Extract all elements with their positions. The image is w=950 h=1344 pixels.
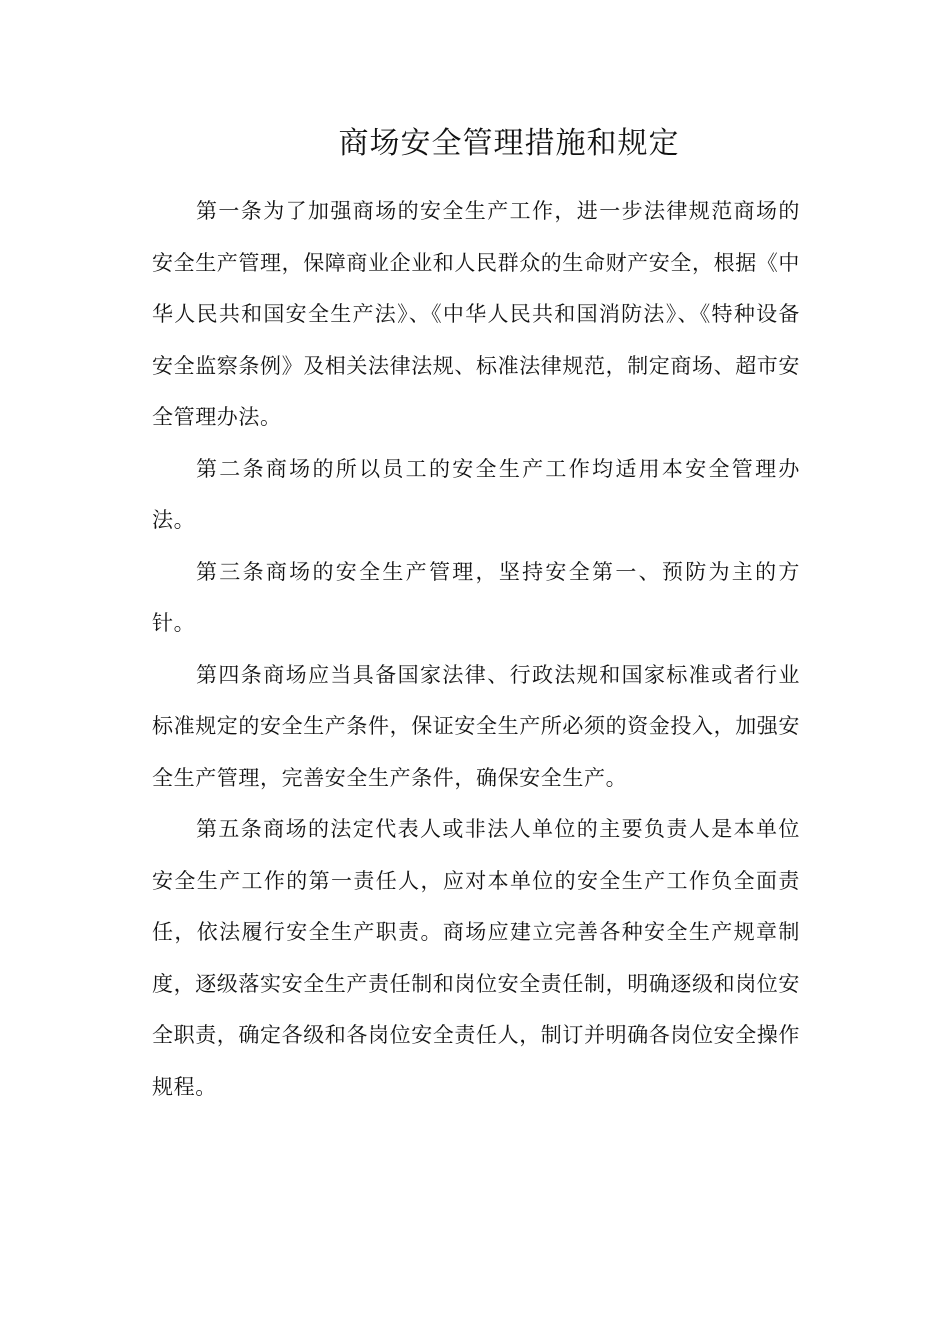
article-4: 第四条商场应当具备国家法律、行政法规和国家标准或者行业标准规定的安全生产条件，保证安全生产所必须的资金投入，加强安全生产管理，完善安全生产条件，确保安全生产。 bbox=[152, 662, 800, 790]
article-2: 第二条商场的所以员工的安全生产工作均适用本安全管理办法。 bbox=[152, 456, 800, 532]
document-title: 商场安全管理措施和规定 bbox=[338, 126, 680, 161]
document-body bbox=[152, 186, 800, 1113]
article-3: 第三条商场的安全生产管理，坚持安全第一、预防为主的方针。 bbox=[152, 559, 800, 635]
article-1: 第一条为了加强商场的安全生产工作，进一步法律规范商场的安全生产管理，保障商业企业和人民群众的生命财产安全，根据《中华人民共和国安全生产法》、《中华人民共和国消防法》、《特种设备安全监察条例》及相关法律法规、标准法律规范，制定商场、超市安全管理办法。 bbox=[152, 199, 800, 429]
article-5: 第五条商场的法定代表人或非法人单位的主要负责人是本单位安全生产工作的第一责任人，应对本单位的安全生产工作负全面责任，依法履行安全生产职责。商场应建立完善各种安全生产规章制度，逐级落实安全生产责任制和岗位安全责任制，明确逐级和岗位安全职责，确定各级和各岗位安全责任人，制订并明确各岗位安全操作规程。 bbox=[152, 817, 800, 1099]
